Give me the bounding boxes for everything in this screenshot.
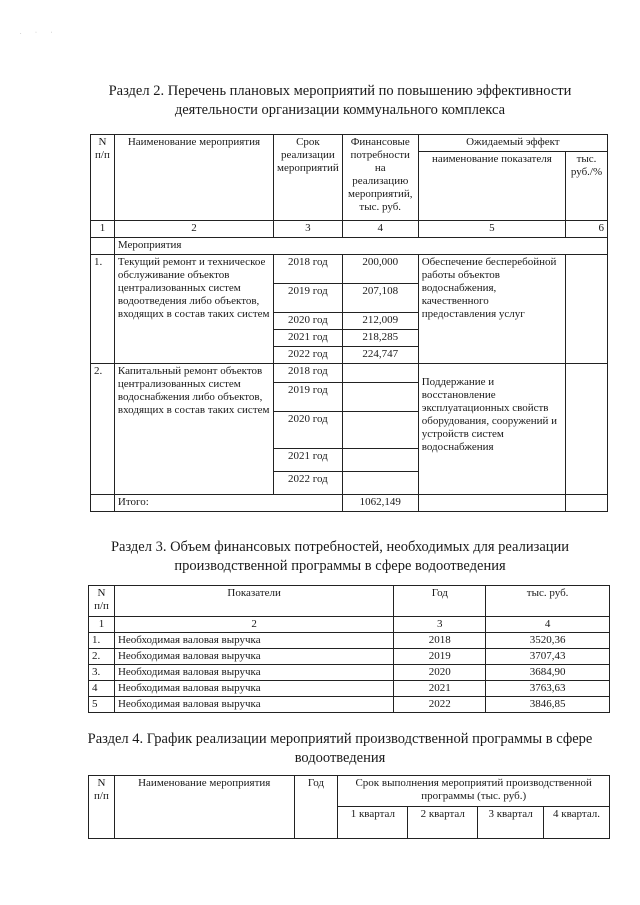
row-num: 4: [89, 681, 115, 697]
header-name: Наименование мероприятия: [114, 776, 294, 839]
header-num: N п/п: [89, 586, 115, 617]
group-row: [91, 238, 608, 255]
item-value: [342, 383, 418, 412]
row-year: 2021: [394, 681, 486, 697]
section4-heading: Раздел 4. График реализации мероприятий производственной программы в сфере водоотведения: [87, 731, 593, 766]
item-value: 212,009: [342, 313, 418, 330]
group-label: Мероприятия: [114, 238, 607, 255]
row-name: Необходимая валовая выручка: [114, 665, 393, 681]
row-name: Необходимая валовая выручка: [114, 697, 393, 713]
section4-table: [88, 775, 610, 839]
header-q2: 2 квартал: [408, 807, 478, 839]
section2-table: [90, 134, 608, 512]
row-num: 5: [89, 697, 115, 713]
row-name: Необходимая валовая выручка: [114, 649, 393, 665]
header-year: Год: [394, 586, 486, 617]
row-value: 3763,63: [486, 681, 610, 697]
item-effect: Обеспечение бесперебойной работы объектов водоснабжения, качественного предоставления услуг: [418, 255, 565, 364]
header-finance: Финансовые потребности на реализацию мероприятий, тыс. руб.: [342, 135, 418, 221]
table-row: [89, 665, 610, 681]
item-year: 2019 год: [274, 284, 343, 313]
header-unit: тыс. руб.: [486, 586, 610, 617]
item-name: Капитальный ремонт объектов централизованных систем водоснабжения либо объектов, входящих в состав таких систем: [114, 364, 273, 495]
header-q3: 3 квартал: [478, 807, 544, 839]
section3-heading: Раздел 3. Объем финансовых потребностей, необходимых для реализации производственной программы в сфере водоотведения: [110, 539, 570, 574]
row-value: 3684,90: [486, 665, 610, 681]
table-row: [89, 633, 610, 649]
scan-artifact: . · ·: [20, 30, 59, 36]
header-effect-name: наименование показателя: [418, 152, 565, 221]
total-label: Итого:: [114, 495, 342, 512]
item-year: 2018 год: [274, 255, 343, 284]
total-value: 1062,149: [342, 495, 418, 512]
header-effect: Ожидаемый эффект: [418, 135, 607, 152]
item-value: [342, 364, 418, 383]
table-header-row: [91, 135, 608, 152]
section2-heading: Раздел 2. Перечень плановых мероприятий по повышению эффективности деятельности организации коммунального комплекса: [108, 83, 572, 118]
table-row: [89, 697, 610, 713]
table-row: [91, 255, 608, 284]
table-row: [89, 649, 610, 665]
col-number: 3: [274, 221, 343, 238]
item-value: [342, 412, 418, 449]
item-value: 224,747: [342, 347, 418, 364]
item-year: 2022 год: [274, 347, 343, 364]
item-value: 200,000: [342, 255, 418, 284]
header-name: Наименование мероприятия: [114, 135, 273, 221]
table-header-row: [89, 776, 610, 807]
row-num: 1.: [89, 633, 115, 649]
row-year: 2020: [394, 665, 486, 681]
row-year: 2022: [394, 697, 486, 713]
col-number: 4: [342, 221, 418, 238]
total-row: [91, 495, 608, 512]
row-value: 3707,43: [486, 649, 610, 665]
header-num: N п/п: [91, 135, 115, 221]
col-number: 5: [418, 221, 565, 238]
item-year: 2021 год: [274, 449, 343, 472]
item-effect: Поддержание и восстановление эксплуатационных свойств оборудования, сооружений и устройств систем водоснабжения: [418, 364, 565, 495]
table-header-row: [89, 586, 610, 617]
col-number: 2: [114, 617, 393, 633]
column-number-row: [91, 221, 608, 238]
item-num: 1.: [91, 255, 115, 364]
header-effect-unit: тыс. руб./%: [566, 152, 608, 221]
row-year: 2018: [394, 633, 486, 649]
item-year: 2022 год: [274, 472, 343, 495]
header-q1: 1 квартал: [338, 807, 408, 839]
row-name: Необходимая валовая выручка: [114, 633, 393, 649]
column-number-row: [89, 617, 610, 633]
item-value: [342, 449, 418, 472]
row-value: 3846,85: [486, 697, 610, 713]
item-year: 2019 год: [274, 383, 343, 412]
item-value: 207,108: [342, 284, 418, 313]
row-year: 2019: [394, 649, 486, 665]
table-row: [89, 681, 610, 697]
header-num: N п/п: [89, 776, 115, 839]
item-year: 2020 год: [274, 313, 343, 330]
col-number: 3: [394, 617, 486, 633]
col-number: 1: [91, 221, 115, 238]
col-number: 4: [486, 617, 610, 633]
col-number: 1: [89, 617, 115, 633]
header-q4: 4 квартал.: [544, 807, 610, 839]
header-indicator: Показатели: [114, 586, 393, 617]
row-num: 3.: [89, 665, 115, 681]
row-value: 3520,36: [486, 633, 610, 649]
header-year: Год: [294, 776, 338, 839]
item-value: 218,285: [342, 330, 418, 347]
item-name: Текущий ремонт и техническое обслуживание объектов централизованных систем водоотведения либо объектов, входящих в состав таких систем: [114, 255, 273, 364]
col-number: 2: [114, 221, 273, 238]
section3-table: [88, 585, 610, 713]
row-name: Необходимая валовая выручка: [114, 681, 393, 697]
header-term: Срок реализации мероприятий: [274, 135, 343, 221]
item-value: [342, 472, 418, 495]
col-number: 6: [566, 221, 608, 238]
item-year: 2020 год: [274, 412, 343, 449]
row-num: 2.: [89, 649, 115, 665]
table-row: [91, 364, 608, 383]
item-num: 2.: [91, 364, 115, 495]
header-term: Срок выполнения мероприятий производственной программы (тыс. руб.): [338, 776, 610, 807]
item-year: 2021 год: [274, 330, 343, 347]
item-year: 2018 год: [274, 364, 343, 383]
